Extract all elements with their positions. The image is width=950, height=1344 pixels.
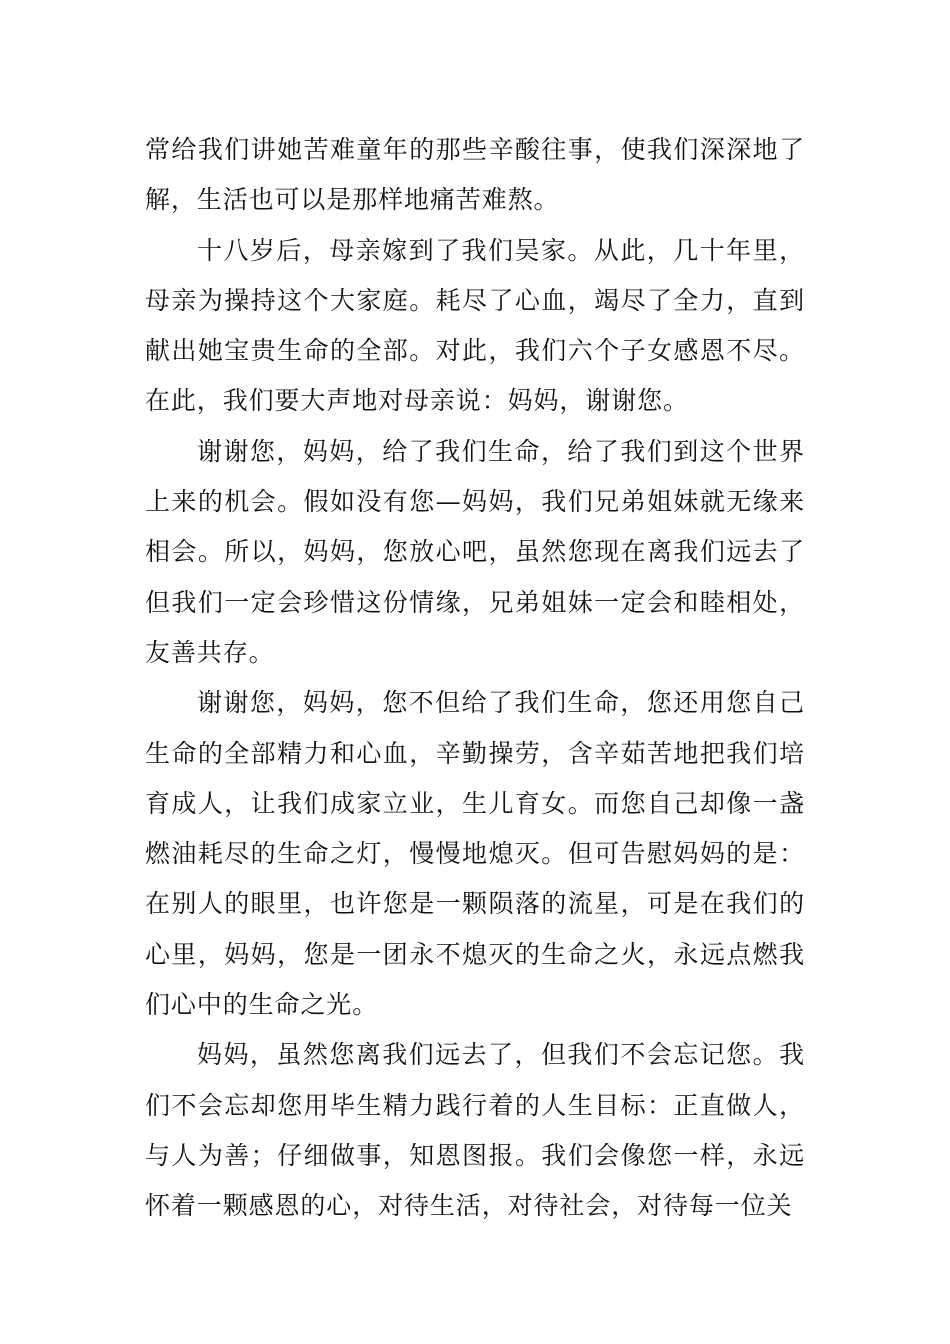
paragraph-continuation: 常给我们讲她苦难童年的那些辛酸往事，使我们深深地了解，生活也可以是那样地痛苦难熬。 (145, 135, 805, 215)
paragraph-marriage: 十八岁后，母亲嫁到了我们吴家。从此，几十年里，母亲为操持这个大家庭。耗尽了心血，竭尽了全力，直到献出她宝贵生命的全部。对此，我们六个子女感恩不尽。在此，我们要大声地对母亲说：妈妈，谢谢您。 (145, 235, 805, 416)
paragraph-thanks-life: 谢谢您，妈妈，给了我们生命，给了我们到这个世界上来的机会。假如没有您—妈妈，我们兄弟姐妹就无缘来相会。所以，妈妈，您放心吧，虽然您现在离我们远去了但我们一定会珍惜这份情缘，兄弟姐妹一定会和睦相处，友善共存。 (145, 436, 805, 667)
paragraph-remembrance: 妈妈，虽然您离我们远去了，但我们不会忘记您。我们不会忘却您用毕生精力践行着的人生目标：正直做人，与人为善；仔细做事，知恩图报。我们会像您一样，永远怀着一颗感恩的心，对待生活，对待社会，对待每一位关 (145, 1040, 805, 1221)
document-body (145, 125, 805, 1232)
paragraph-thanks-upbringing: 谢谢您，妈妈，您不但给了我们生命，您还用您自己生命的全部精力和心血，辛勤操劳，含辛茹苦地把我们培育成人，让我们成家立业，生儿育女。而您自己却像一盏燃油耗尽的生命之灯，慢慢地熄灭。但可告慰妈妈的是：在别人的眼里，也许您是一颗陨落的流星，可是在我们的心里，妈妈，您是一团永不熄灭的生命之火，永远点燃我们心中的生命之光。 (145, 688, 805, 1020)
